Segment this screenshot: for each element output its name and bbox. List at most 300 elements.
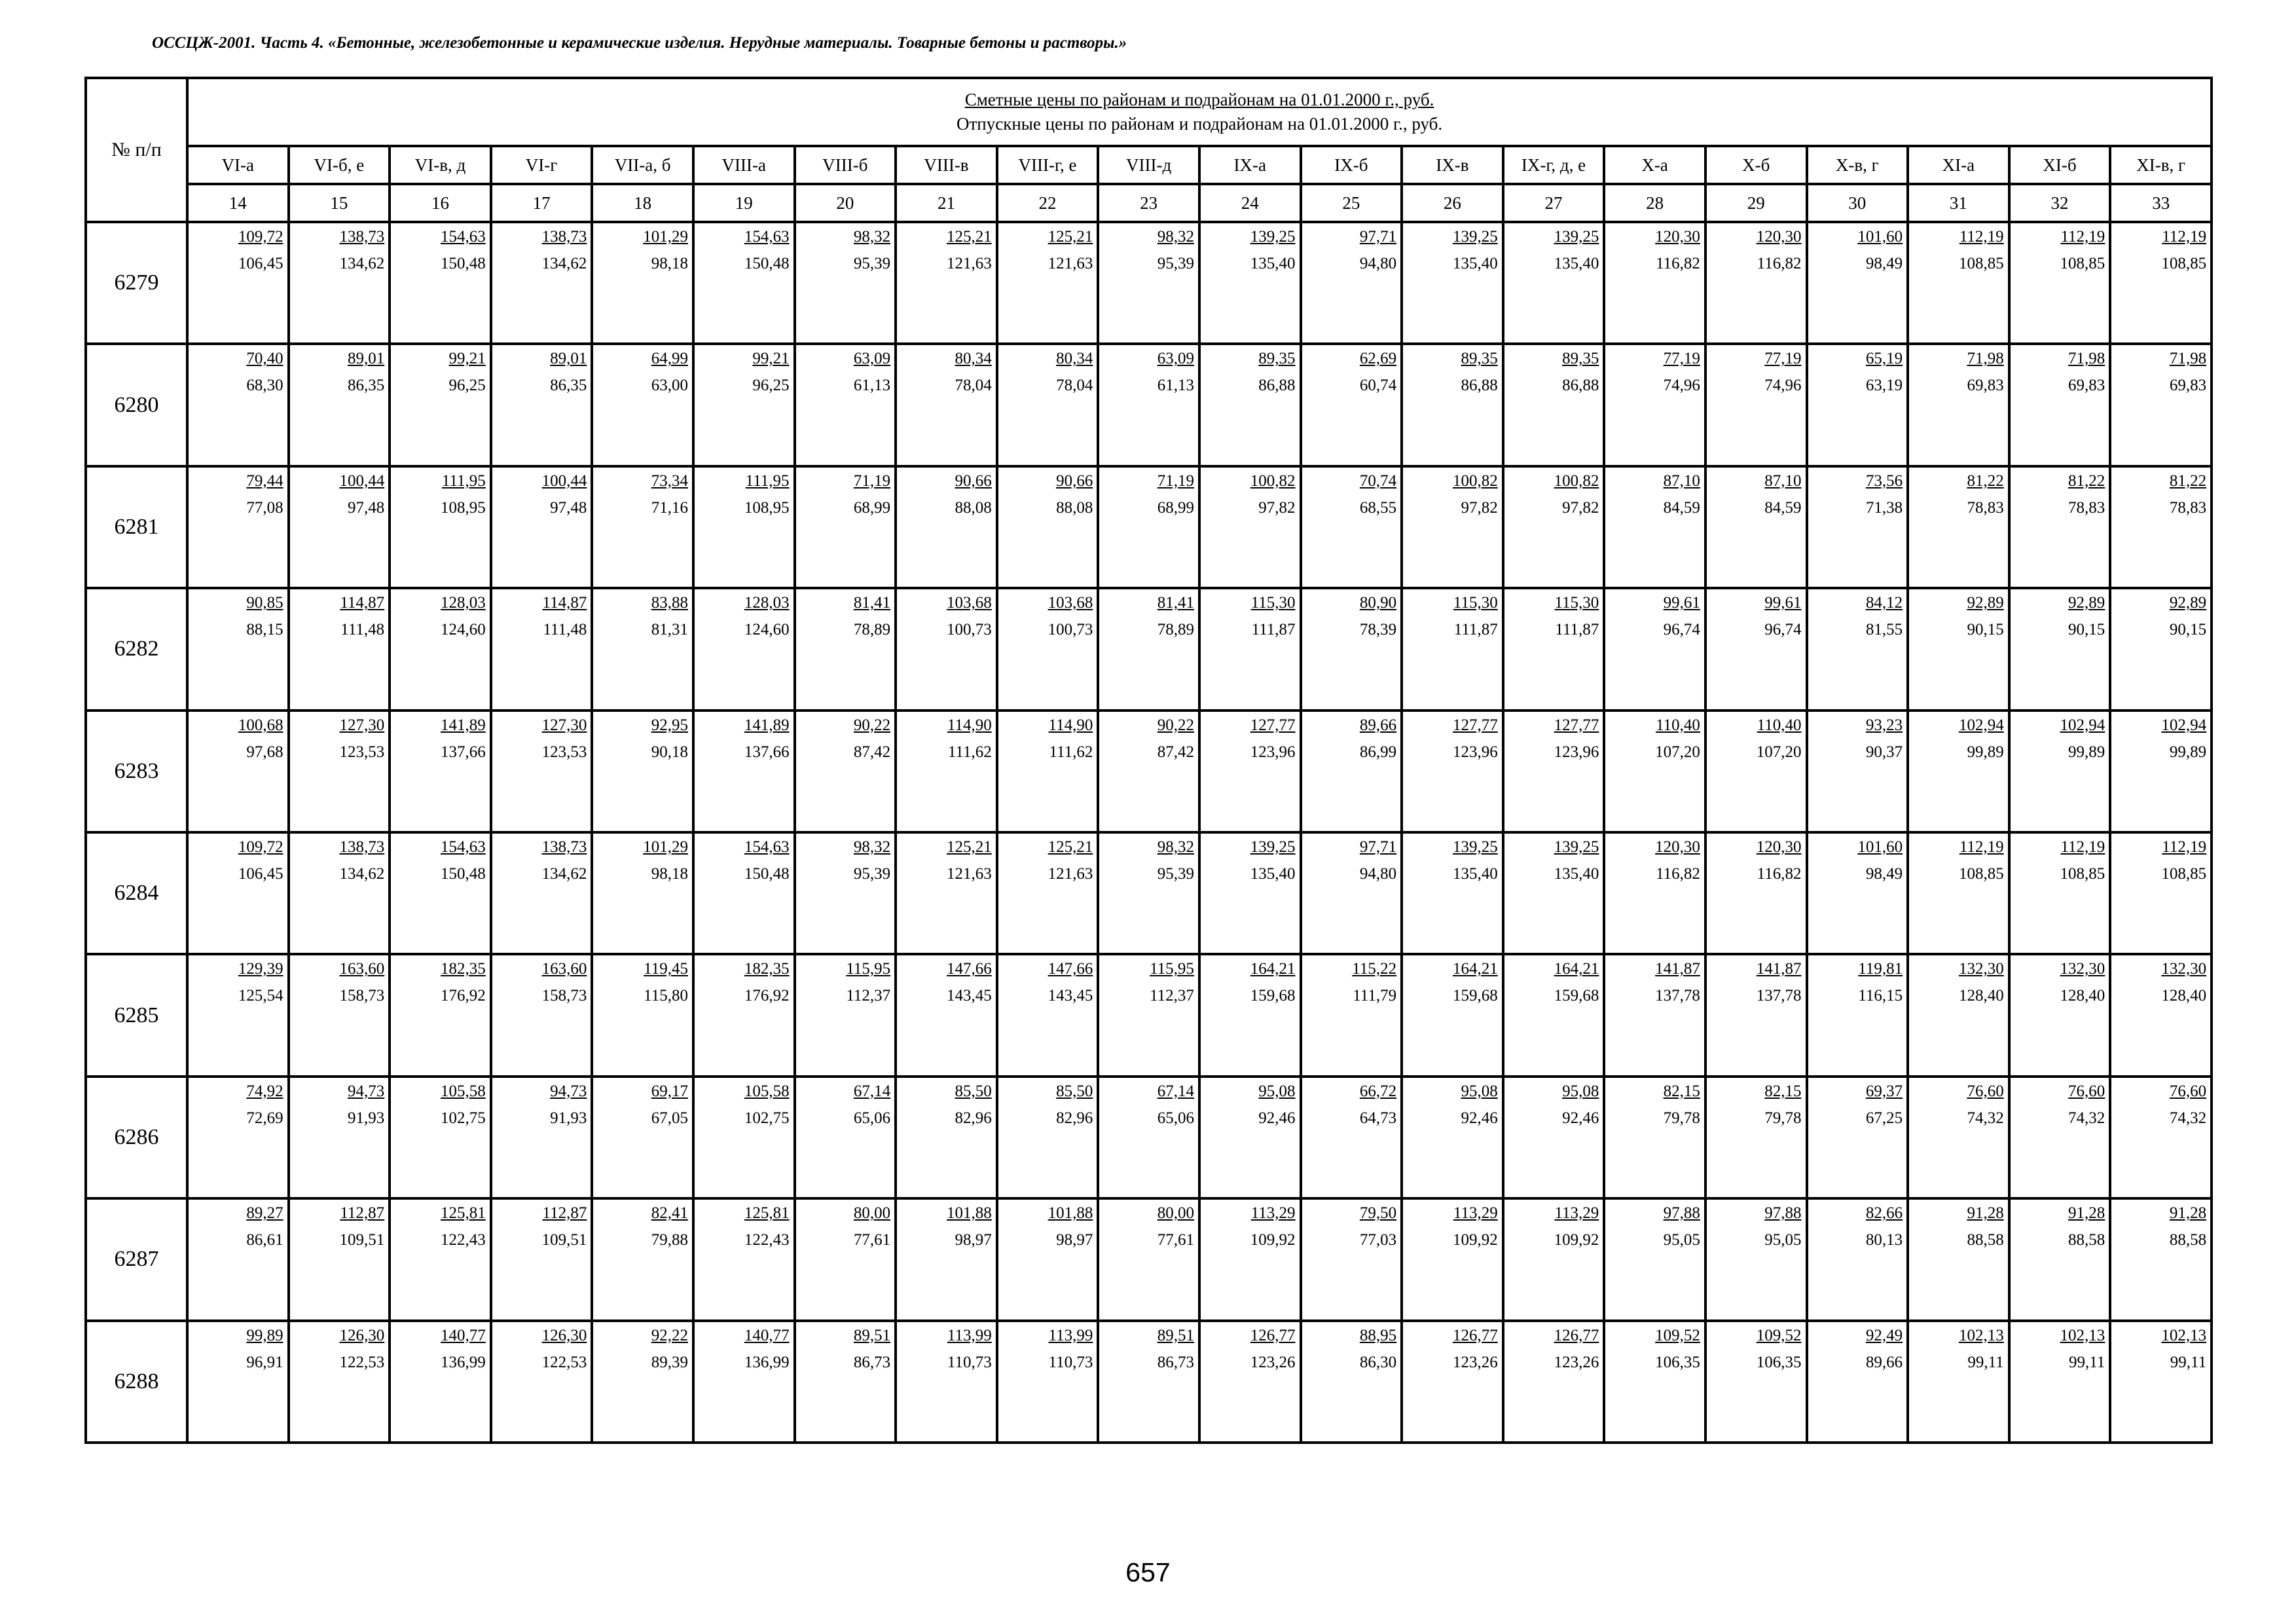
estimate-price: 154,63 [744,838,790,856]
release-price: 159,68 [1554,987,1599,1005]
row-id: 6280 [86,344,187,466]
release-price: 77,61 [1157,1231,1194,1249]
price-cell [896,1321,997,1443]
price-cell [2110,222,2212,344]
row-id: 6281 [86,466,187,588]
price-cell [1199,710,1301,832]
estimate-price: 101,60 [1857,228,1903,246]
price-cell [187,832,289,954]
estimate-price: 109,72 [238,228,283,246]
estimate-price: 112,87 [340,1204,385,1223]
estimate-price: 63,09 [1157,350,1194,368]
column-number: 18 [592,184,693,222]
price-cell [997,1077,1099,1198]
release-price: 110,73 [947,1353,992,1371]
price-cell [1402,1198,1503,1320]
release-price: 98,49 [1865,255,1903,272]
estimate-price: 138,73 [541,228,587,246]
estimate-price: 90,66 [955,471,992,490]
estimate-price: 88,95 [1359,1326,1397,1344]
estimate-price: 147,66 [1048,960,1093,978]
estimate-price: 89,35 [1258,350,1296,368]
release-price: 81,55 [1865,621,1903,639]
document-header: ОССЦЖ-2001. Часть 4. «Бетонные, железобетонные и керамические изделия. Нерудные материалы. Товарные бетоны и растворы.» [152,34,1127,52]
price-cell [997,344,1099,466]
release-price: 106,45 [238,864,283,883]
estimate-price: 112,19 [2162,838,2207,856]
release-price: 97,82 [1562,498,1599,517]
release-price: 78,39 [1359,621,1397,639]
release-price: 134,62 [541,255,587,272]
release-price: 110,73 [1048,1353,1093,1371]
release-price: 108,85 [2060,864,2105,883]
estimate-price: 67,14 [853,1082,891,1100]
price-cell [1098,344,1199,466]
table-row [86,1077,2212,1198]
price-cell [390,954,491,1076]
price-cell [1503,222,1605,344]
estimate-price: 77,19 [1764,350,1802,368]
release-price: 95,05 [1764,1231,1802,1249]
price-cell [997,588,1099,710]
release-price: 109,92 [1250,1231,1296,1249]
estimate-price: 141,89 [441,716,486,734]
release-price: 98,97 [1056,1231,1093,1249]
release-price: 94,80 [1359,255,1397,272]
estimate-price: 112,19 [1959,838,2004,856]
release-price: 150,48 [441,864,486,883]
price-cell [2110,1077,2212,1198]
estimate-price: 139,25 [1452,228,1498,246]
release-price: 99,11 [2170,1353,2207,1371]
price-cell [1098,1321,1199,1443]
price-cell [1402,466,1503,588]
price-cell [795,832,896,954]
estimate-price: 103,68 [947,594,992,612]
estimate-price: 91,28 [2169,1204,2207,1223]
release-price: 150,48 [744,864,790,883]
release-price: 92,46 [1258,1109,1296,1127]
estimate-price: 163,60 [541,960,587,978]
estimate-price: 139,25 [1452,838,1498,856]
price-cell [491,832,592,954]
release-price: 78,83 [2169,498,2207,517]
estimate-price: 140,77 [744,1326,790,1344]
row-id: 6285 [86,954,187,1076]
estimate-price: 69,17 [651,1082,688,1100]
price-cell [1705,710,1807,832]
estimate-price: 111,95 [745,471,790,490]
release-price: 64,73 [1359,1109,1397,1127]
release-price: 79,78 [1663,1109,1700,1127]
price-cell [1908,466,2009,588]
release-price: 74,32 [2068,1109,2105,1127]
estimate-price: 125,21 [947,838,992,856]
estimate-price: 119,81 [1858,960,1903,978]
estimate-price: 114,87 [340,594,385,612]
release-price: 108,85 [2060,255,2105,272]
release-price: 91,93 [550,1109,587,1127]
price-cell [1908,344,2009,466]
price-cell [693,344,795,466]
zone-header: VIII-б [795,146,896,184]
price-cell [896,1077,997,1198]
release-price: 97,68 [246,743,283,761]
zone-header: VIII-а [693,146,795,184]
estimate-price: 103,68 [1048,594,1093,612]
price-cell [693,832,795,954]
estimate-price: 113,29 [1453,1204,1498,1223]
price-cell [1807,954,1908,1076]
price-cell [1604,588,1705,710]
release-price: 134,62 [541,864,587,883]
release-price: 123,53 [339,743,385,761]
release-price: 78,04 [955,377,992,395]
release-price: 111,48 [543,621,587,639]
release-price: 86,61 [246,1231,283,1249]
price-cell [390,1198,491,1320]
price-cell [2009,954,2111,1076]
price-cell [1301,710,1402,832]
estimate-price: 94,73 [347,1082,385,1100]
release-price: 69,83 [1967,377,2004,395]
price-cell [592,710,693,832]
release-price: 95,39 [1157,255,1194,272]
estimate-price: 112,19 [1959,228,2004,246]
estimate-price: 113,29 [1250,1204,1296,1223]
estimate-price: 126,77 [1554,1326,1599,1344]
estimate-price: 101,60 [1857,838,1903,856]
estimate-price: 127,30 [339,716,385,734]
price-cell [1908,954,2009,1076]
estimate-price: 79,50 [1359,1204,1397,1223]
release-price: 123,96 [1250,743,1296,761]
release-price: 122,53 [339,1353,385,1371]
release-price: 121,63 [947,255,992,272]
price-cell [187,588,289,710]
estimate-price: 80,34 [1056,350,1093,368]
release-price: 99,89 [2068,743,2105,761]
estimate-price: 115,30 [1453,594,1498,612]
estimate-price: 164,21 [1250,960,1296,978]
zone-header: XI-в, г [2110,146,2212,184]
price-cell [896,466,997,588]
release-price: 86,73 [1157,1353,1194,1371]
estimate-price: 89,51 [853,1326,891,1344]
release-price: 80,13 [1865,1231,1903,1249]
price-cell [896,832,997,954]
zone-header: VII-а, б [592,146,693,184]
estimate-price: 109,52 [1655,1326,1700,1344]
price-cell [592,954,693,1076]
price-cell [592,1077,693,1198]
estimate-price: 182,35 [744,960,790,978]
release-price: 102,75 [441,1109,486,1127]
release-price: 111,87 [1555,621,1599,639]
release-price: 78,04 [1056,377,1093,395]
price-cell [187,466,289,588]
release-price: 88,58 [2169,1231,2207,1249]
release-price: 95,39 [853,864,891,883]
estimate-price: 114,90 [1048,716,1093,734]
release-price: 86,35 [347,377,385,395]
estimate-price: 138,73 [339,228,385,246]
release-price: 150,48 [744,255,790,272]
price-cell [2009,1077,2111,1198]
estimate-price: 81,22 [2169,471,2207,490]
price-cell [795,1077,896,1198]
release-price: 68,99 [1157,498,1194,517]
zone-header-row [86,146,2212,184]
estimate-price: 85,50 [1056,1082,1093,1100]
release-price: 122,43 [441,1231,486,1249]
estimate-price: 85,50 [955,1082,992,1100]
price-cell [1604,344,1705,466]
release-price: 86,99 [1359,743,1397,761]
estimate-price: 154,63 [441,838,486,856]
price-cell [1199,344,1301,466]
estimate-price: 127,77 [1554,716,1599,734]
price-cell [2009,1321,2111,1443]
price-cell [390,1077,491,1198]
release-price: 78,83 [2068,498,2105,517]
price-cell [1807,710,1908,832]
zone-header: IX-в [1402,146,1503,184]
estimate-price: 71,98 [1967,350,2004,368]
release-price: 97,82 [1258,498,1296,517]
release-price: 82,96 [955,1109,992,1127]
estimate-price: 141,89 [744,716,790,734]
price-cell [1604,222,1705,344]
release-price: 116,82 [1656,255,1700,272]
release-price: 112,37 [846,987,891,1005]
estimate-price: 91,28 [1967,1204,2004,1223]
release-price: 158,73 [541,987,587,1005]
release-price: 106,35 [1756,1353,1802,1371]
estimate-price: 120,30 [1655,228,1700,246]
price-cell [491,222,592,344]
price-cell [2009,832,2111,954]
column-number: 20 [795,184,896,222]
estimate-price: 113,29 [1554,1204,1599,1223]
estimate-price: 112,19 [2060,228,2105,246]
estimate-price: 119,45 [644,960,688,978]
release-price: 82,96 [1056,1109,1093,1127]
release-price: 71,38 [1865,498,1903,517]
row-id: 6284 [86,832,187,954]
estimate-price: 90,66 [1056,471,1093,490]
estimate-price: 115,22 [1352,960,1397,978]
price-cell [1098,466,1199,588]
estimate-price: 141,87 [1756,960,1802,978]
zone-header: XI-а [1908,146,2009,184]
price-cell [1503,954,1605,1076]
price-cell [795,344,896,466]
number-header: № п/п [86,78,187,222]
release-price: 109,51 [339,1231,385,1249]
release-price: 68,30 [246,377,283,395]
price-cell [1705,222,1807,344]
release-price: 107,20 [1655,743,1700,761]
release-price: 89,39 [651,1353,688,1371]
release-price: 69,83 [2169,377,2207,395]
release-price: 176,92 [744,987,790,1005]
estimate-price: 112,19 [2060,838,2105,856]
release-price: 65,06 [1157,1109,1194,1127]
release-price: 176,92 [441,987,486,1005]
table-row [86,954,2212,1076]
price-cell [289,1198,390,1320]
estimate-price: 73,56 [1865,471,1903,490]
estimate-price: 120,30 [1756,228,1802,246]
estimate-price: 112,19 [2162,228,2207,246]
estimate-price: 89,35 [1461,350,1498,368]
estimate-price: 62,69 [1359,350,1397,368]
zone-header: VI-б, е [289,146,390,184]
estimate-price: 138,73 [541,838,587,856]
estimate-price: 115,95 [846,960,891,978]
release-price: 143,45 [1048,987,1093,1005]
column-number: 19 [693,184,795,222]
table-title [187,78,2212,146]
price-cell [693,1198,795,1320]
estimate-price: 113,99 [1048,1326,1093,1344]
price-cell [1199,1321,1301,1443]
price-cell [896,588,997,710]
estimate-price: 92,89 [1967,594,2004,612]
price-cell [1199,1077,1301,1198]
estimate-price: 99,89 [246,1326,283,1344]
estimate-price: 182,35 [441,960,486,978]
price-cell [1908,222,2009,344]
estimate-price: 139,25 [1554,838,1599,856]
price-cell [997,222,1099,344]
title-release: Отпускные цены по районам и подрайонам на 01.01.2000 г., руб. [956,114,1443,134]
release-price: 106,35 [1655,1353,1700,1371]
price-cell [1098,954,1199,1076]
price-cell [1705,466,1807,588]
estimate-price: 128,03 [441,594,486,612]
price-cell [1604,466,1705,588]
estimate-price: 71,98 [2169,350,2207,368]
release-price: 121,63 [1048,864,1093,883]
column-number: 23 [1098,184,1199,222]
estimate-price: 100,44 [339,471,385,490]
estimate-price: 80,00 [1157,1204,1194,1223]
release-price: 107,20 [1756,743,1802,761]
price-cell [1199,222,1301,344]
estimate-price: 105,58 [744,1082,790,1100]
price-cell [1705,954,1807,1076]
release-price: 97,82 [1461,498,1498,517]
price-cell [1199,588,1301,710]
estimate-price: 139,25 [1250,838,1296,856]
estimate-price: 71,19 [853,471,891,490]
price-cell [1402,832,1503,954]
price-cell [795,222,896,344]
release-price: 95,39 [1157,864,1194,883]
price-cell [1199,1198,1301,1320]
price-cell [2009,1198,2111,1320]
release-price: 90,15 [1967,621,2004,639]
price-cell [1705,1077,1807,1198]
price-cell [693,466,795,588]
release-price: 143,45 [947,987,992,1005]
release-price: 150,48 [441,255,486,272]
zone-header: XI-б [2009,146,2111,184]
estimate-price: 98,32 [853,228,891,246]
release-price: 134,62 [339,864,385,883]
price-cell [1503,832,1605,954]
release-price: 108,95 [441,498,486,517]
estimate-price: 63,09 [853,350,891,368]
release-price: 115,80 [644,987,688,1005]
price-cell [390,222,491,344]
release-price: 128,40 [2060,987,2105,1005]
price-cell [795,1198,896,1320]
estimate-price: 87,10 [1764,471,1802,490]
release-price: 111,62 [947,743,992,761]
price-cell [1705,832,1807,954]
estimate-price: 102,94 [1958,716,2004,734]
price-cell [592,1321,693,1443]
release-price: 108,85 [1958,255,2004,272]
release-price: 128,40 [2161,987,2207,1005]
release-price: 96,25 [752,377,790,395]
price-cell [1503,344,1605,466]
estimate-price: 125,21 [947,228,992,246]
zone-header: VI-г [491,146,592,184]
release-price: 94,80 [1359,864,1397,883]
release-price: 71,16 [651,498,688,517]
price-cell [2009,344,2111,466]
estimate-price: 112,87 [542,1204,587,1223]
release-price: 125,54 [238,987,283,1005]
estimate-price: 115,30 [1554,594,1599,612]
price-cell [491,954,592,1076]
price-cell [693,222,795,344]
price-cell [1301,1077,1402,1198]
release-price: 69,83 [2068,377,2105,395]
release-price: 109,92 [1452,1231,1498,1249]
price-cell [289,954,390,1076]
price-cell [289,1321,390,1443]
price-cell [1705,1321,1807,1443]
estimate-price: 113,99 [947,1326,992,1344]
price-cell [1402,1321,1503,1443]
release-price: 88,08 [955,498,992,517]
estimate-price: 97,88 [1764,1204,1802,1223]
price-cell [795,466,896,588]
price-cell [1807,344,1908,466]
price-cell [1199,832,1301,954]
release-price: 116,82 [1656,864,1700,883]
price-cell [1301,466,1402,588]
estimate-price: 115,30 [1250,594,1296,612]
release-price: 108,95 [744,498,790,517]
estimate-price: 82,15 [1764,1082,1802,1100]
estimate-price: 82,15 [1663,1082,1700,1100]
estimate-price: 99,61 [1663,594,1700,612]
estimate-price: 102,13 [2161,1326,2207,1344]
release-price: 86,88 [1258,377,1296,395]
release-price: 123,26 [1250,1353,1296,1371]
release-price: 135,40 [1250,255,1296,272]
estimate-price: 125,21 [1048,838,1093,856]
release-price: 124,60 [441,621,486,639]
release-price: 63,00 [651,377,688,395]
price-cell [592,832,693,954]
